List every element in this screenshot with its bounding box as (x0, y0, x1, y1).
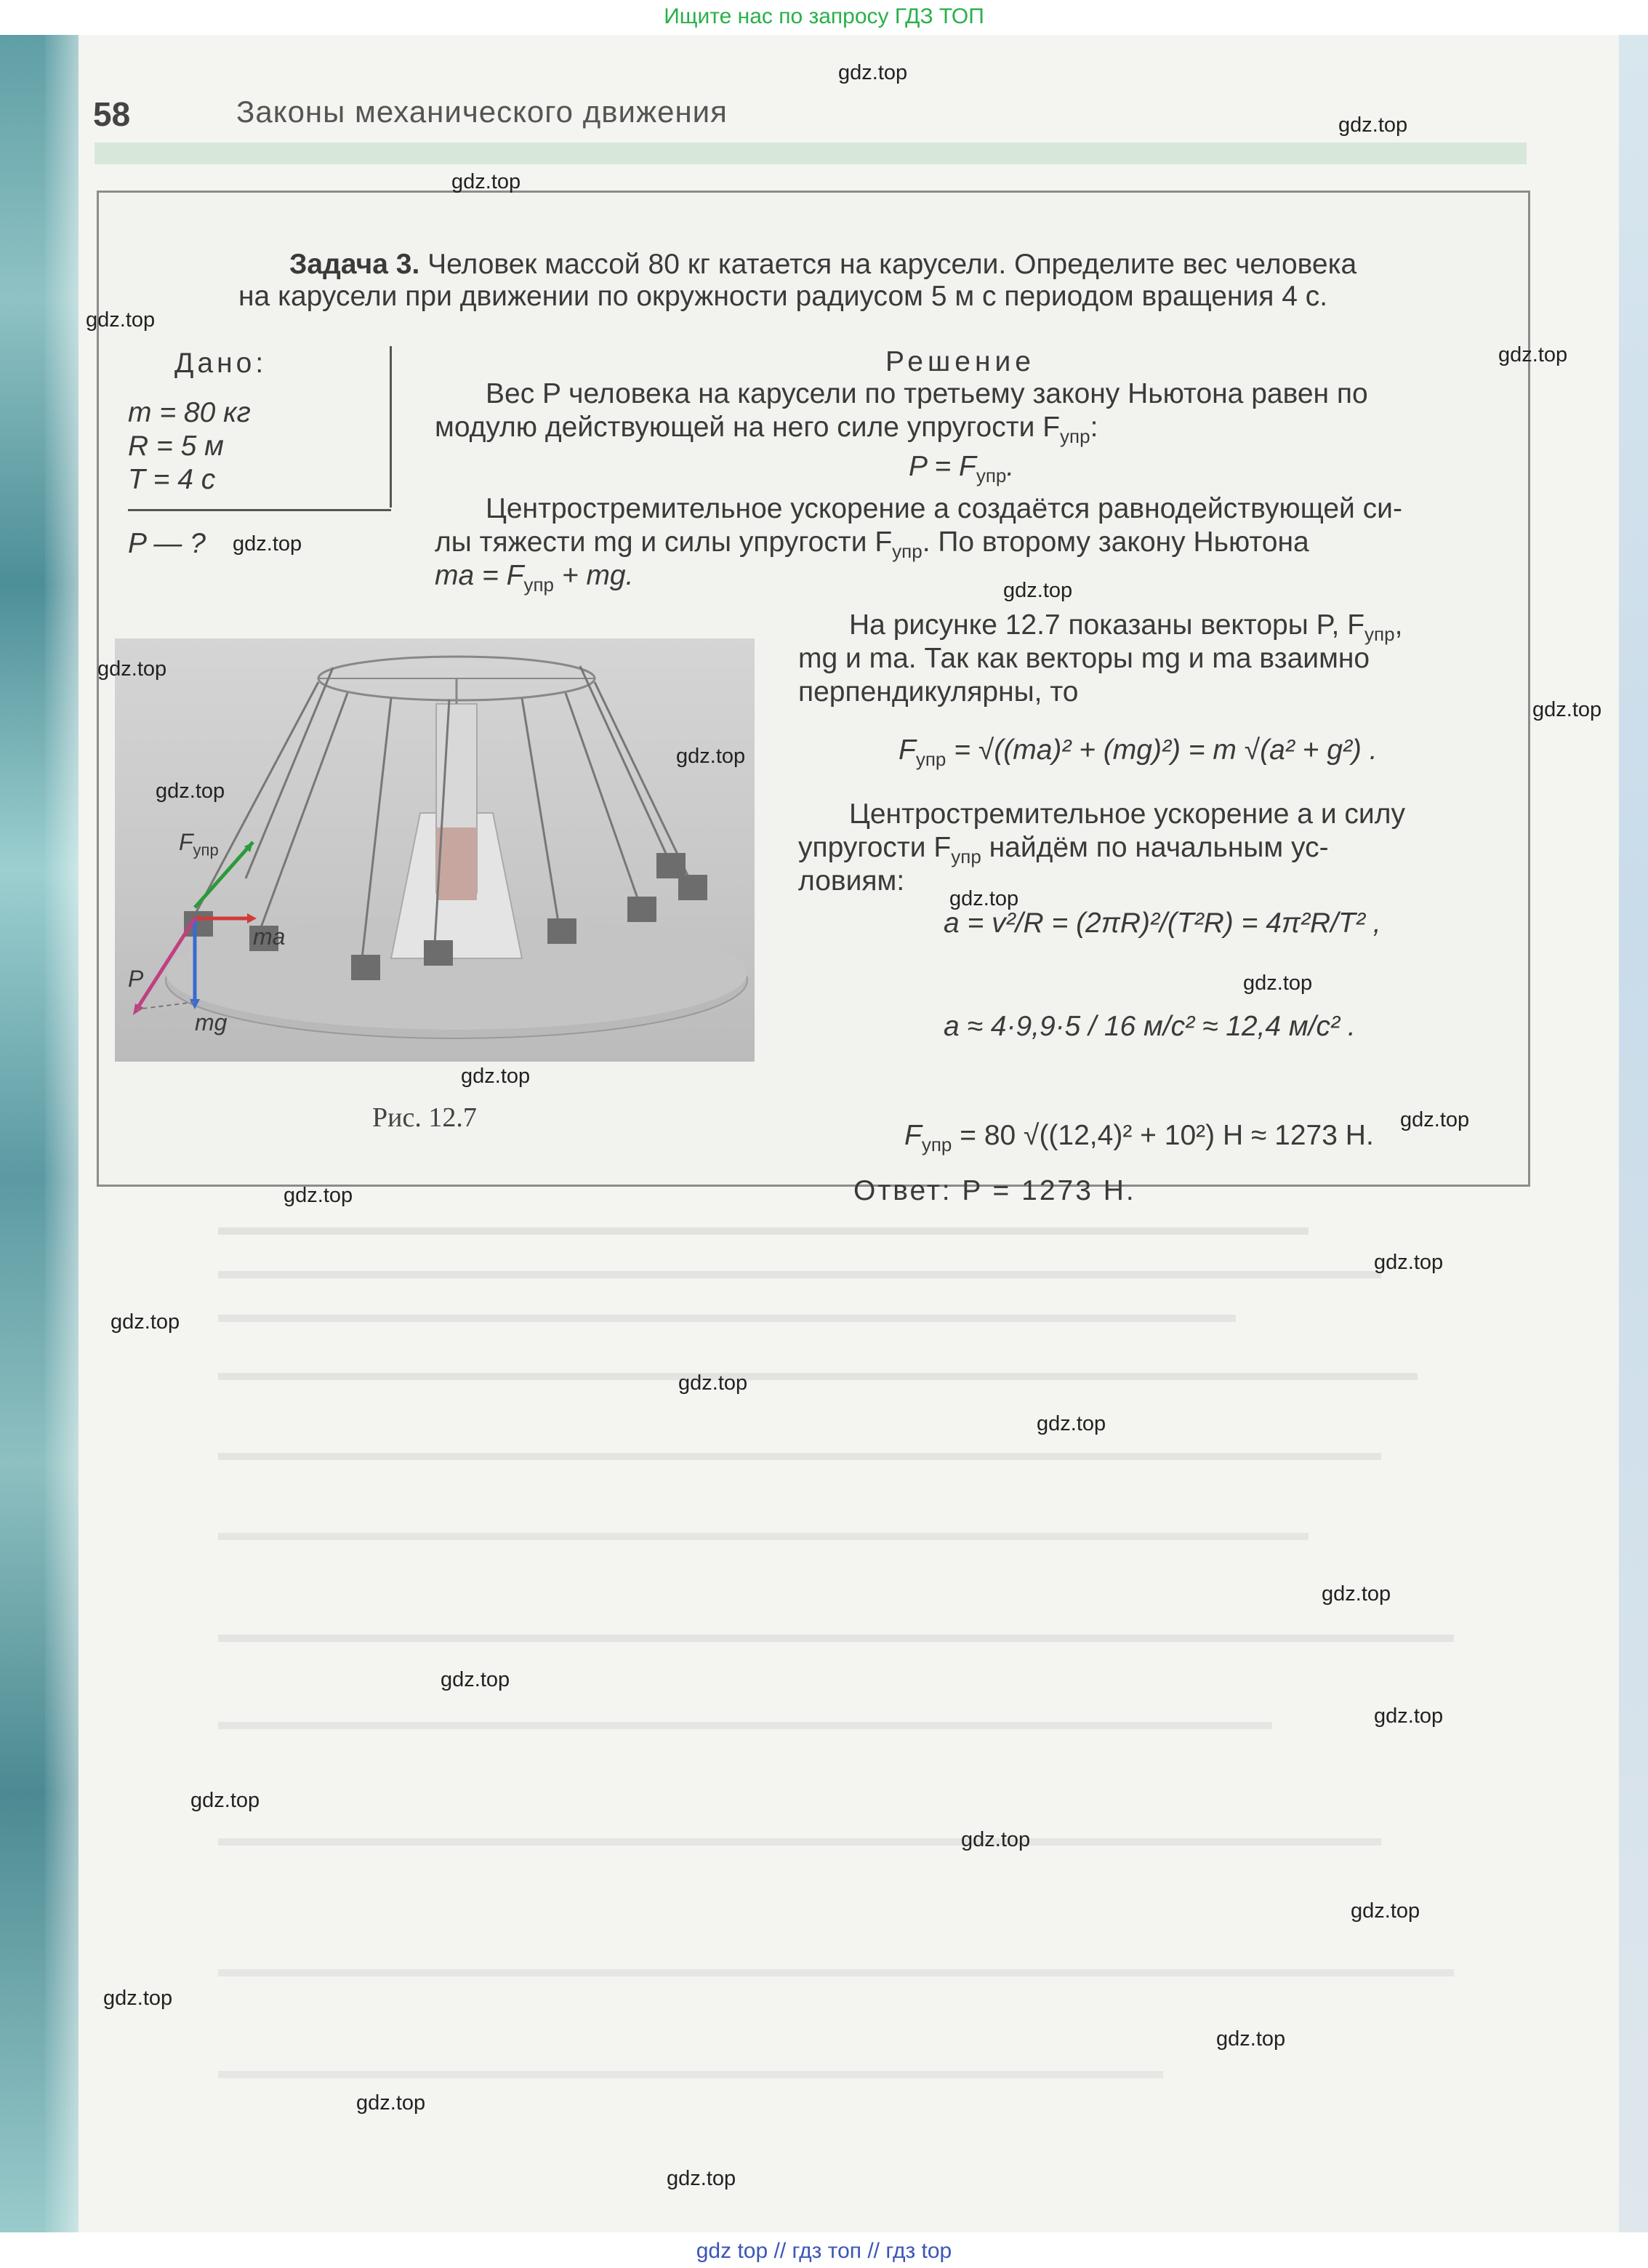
task-line-1 (289, 249, 1356, 281)
eq2-left: F (899, 734, 916, 766)
equation-p-equals-fupr: $P = F_{упр}$. (909, 451, 1015, 486)
task-text-1: Человек массой 80 кг катается на карусели. Определите вес человека (427, 249, 1357, 280)
watermark: gdz.top (233, 532, 302, 556)
answer: Ответ: P = 1273 Н. (853, 1175, 1136, 1206)
watermark: gdz.top (678, 1371, 748, 1395)
equation-a-formula: a = v²/R = (2πR)²/(T²R) = 4π²R/T² , (944, 907, 1381, 939)
solution-p1-line2: модулю действующей на него силе упругости $F_{упр}$: (435, 412, 1098, 447)
right-page-edge (1619, 35, 1648, 2232)
p2-sub: упр (892, 540, 923, 562)
watermark: gdz.top (949, 887, 1019, 910)
label-ma: ma (253, 923, 286, 950)
given-divider-horizontal (128, 509, 391, 511)
watermark: gdz.top (676, 745, 746, 768)
watermark: gdz.top (86, 308, 156, 332)
solution-p4-line3: ловиям: (798, 865, 905, 897)
given-r: R = 5 м (128, 430, 224, 462)
p2-end: . По второму закону Ньютона (922, 526, 1309, 558)
page-number: 58 (93, 95, 131, 133)
watermark: gdz.top (1351, 1899, 1420, 1923)
top-banner[interactable]: Ищите нас по запросу ГДЗ ТОП (664, 4, 984, 28)
given-t: T = 4 с (128, 464, 216, 495)
watermark: gdz.top (961, 1828, 1031, 1851)
watermark: gdz.top (1374, 1704, 1444, 1728)
solution-label: Решение (885, 346, 1035, 377)
solution-p2-line3 (435, 560, 633, 596)
given-find: P — ? (128, 528, 206, 559)
p4-text: упругости F (798, 832, 952, 863)
watermark: gdz.top (1532, 698, 1602, 721)
label-p: P (128, 966, 144, 992)
task-line-2: на карусели при движении по окружности радиусом 5 м с периодом вращения 4 с. (238, 281, 1328, 312)
p1-sub: упр (1060, 425, 1090, 447)
watermark: gdz.top (110, 1310, 180, 1334)
solution-p3-line1 (849, 609, 1402, 646)
figure-caption: Рис. 12.7 (372, 1102, 477, 1133)
p1-text: модулю действующей на него силе упругости F (435, 412, 1061, 443)
footer-links[interactable]: gdz top // гдз топ // гдз top (696, 2239, 952, 2263)
eq5-left: F (904, 1120, 922, 1151)
p3-end: , (1394, 609, 1403, 641)
solution-p3-line3: перпендикулярны, то (798, 676, 1079, 708)
given-divider-vertical (390, 346, 392, 508)
p2-text: лы тяжести mg и силы упругости F (435, 526, 893, 558)
given-m: m = 80 кг (128, 397, 251, 428)
solution-p2-line2 (435, 526, 1309, 563)
watermark: gdz.top (1498, 343, 1568, 366)
equation-fupr-sqrt (899, 734, 1378, 771)
p2-l3-end: + mg. (554, 560, 634, 591)
label-mg: mg (195, 1009, 228, 1035)
solution-p3-line2: mg и ma. Так как векторы mg и ma взаимно (798, 643, 1370, 674)
watermark: gdz.top (1338, 113, 1408, 137)
solution-p2-line1: Центростремительное ускорение a создаётся равнодействующей си- (486, 493, 1402, 524)
watermark: gdz.top (1374, 1251, 1444, 1274)
watermark: gdz.top (667, 2167, 736, 2190)
watermark: gdz.top (838, 61, 908, 84)
p2-l3-sub: упр (523, 573, 554, 596)
watermark: gdz.top (1216, 2027, 1286, 2051)
p2-l3-text: ma = F (435, 560, 524, 591)
solution-p4-line2 (798, 832, 1329, 868)
watermark: gdz.top (284, 1184, 353, 1207)
watermark: gdz.top (190, 1789, 260, 1812)
watermark: gdz.top (451, 170, 521, 193)
p3-text: На рисунке 12.7 показаны векторы P, F (849, 609, 1365, 641)
eq2-rest: = √((ma)² + (mg)²) = m √(a² + g²) . (954, 734, 1378, 766)
eq1-sub: упр (976, 464, 1007, 486)
solution-p1-line1: Вес P человека на карусели по третьему закону Ньютона равен по (486, 378, 1368, 409)
watermark: gdz.top (461, 1065, 531, 1088)
left-page-edge (0, 35, 79, 2232)
p3-sub: упр (1364, 622, 1395, 645)
label-fupr (179, 829, 219, 859)
running-head: Законы механического движения (236, 95, 728, 129)
header-bar (95, 143, 1527, 164)
watermark: gdz.top (1003, 579, 1073, 602)
eq5-sub: упр (921, 1133, 952, 1155)
label-fupr-sub: упр (193, 841, 219, 859)
watermark: gdz.top (1400, 1108, 1470, 1131)
eq1-text: P = F (909, 451, 976, 482)
watermark: gdz.top (97, 657, 167, 681)
label-fupr-text: F (179, 829, 193, 855)
solution-p4-line1: Центростремительное ускорение a и силу (849, 798, 1405, 830)
eq5-rest: = 80 √((12,4)² + 10²) Н ≈ 1273 Н. (960, 1120, 1374, 1151)
watermark: gdz.top (356, 2091, 426, 2115)
eq2-sub: упр (915, 748, 946, 770)
watermark: gdz.top (1243, 971, 1313, 995)
watermark: gdz.top (156, 780, 225, 803)
equation-fupr-value (904, 1120, 1374, 1156)
watermark: gdz.top (441, 1668, 510, 1691)
p4-sub: упр (951, 845, 981, 867)
carousel-figure (115, 638, 755, 1062)
watermark: gdz.top (1322, 1582, 1391, 1606)
watermark: gdz.top (103, 1987, 173, 2010)
p4-end: найдём по начальным ус- (981, 832, 1329, 863)
watermark: gdz.top (1037, 1412, 1106, 1435)
given-label: Дано: (174, 348, 268, 379)
equation-a-value: a ≈ 4·9,9·5 / 16 м/с² ≈ 12,4 м/с² . (944, 1011, 1356, 1042)
task-heading: Задача 3. (289, 249, 420, 280)
